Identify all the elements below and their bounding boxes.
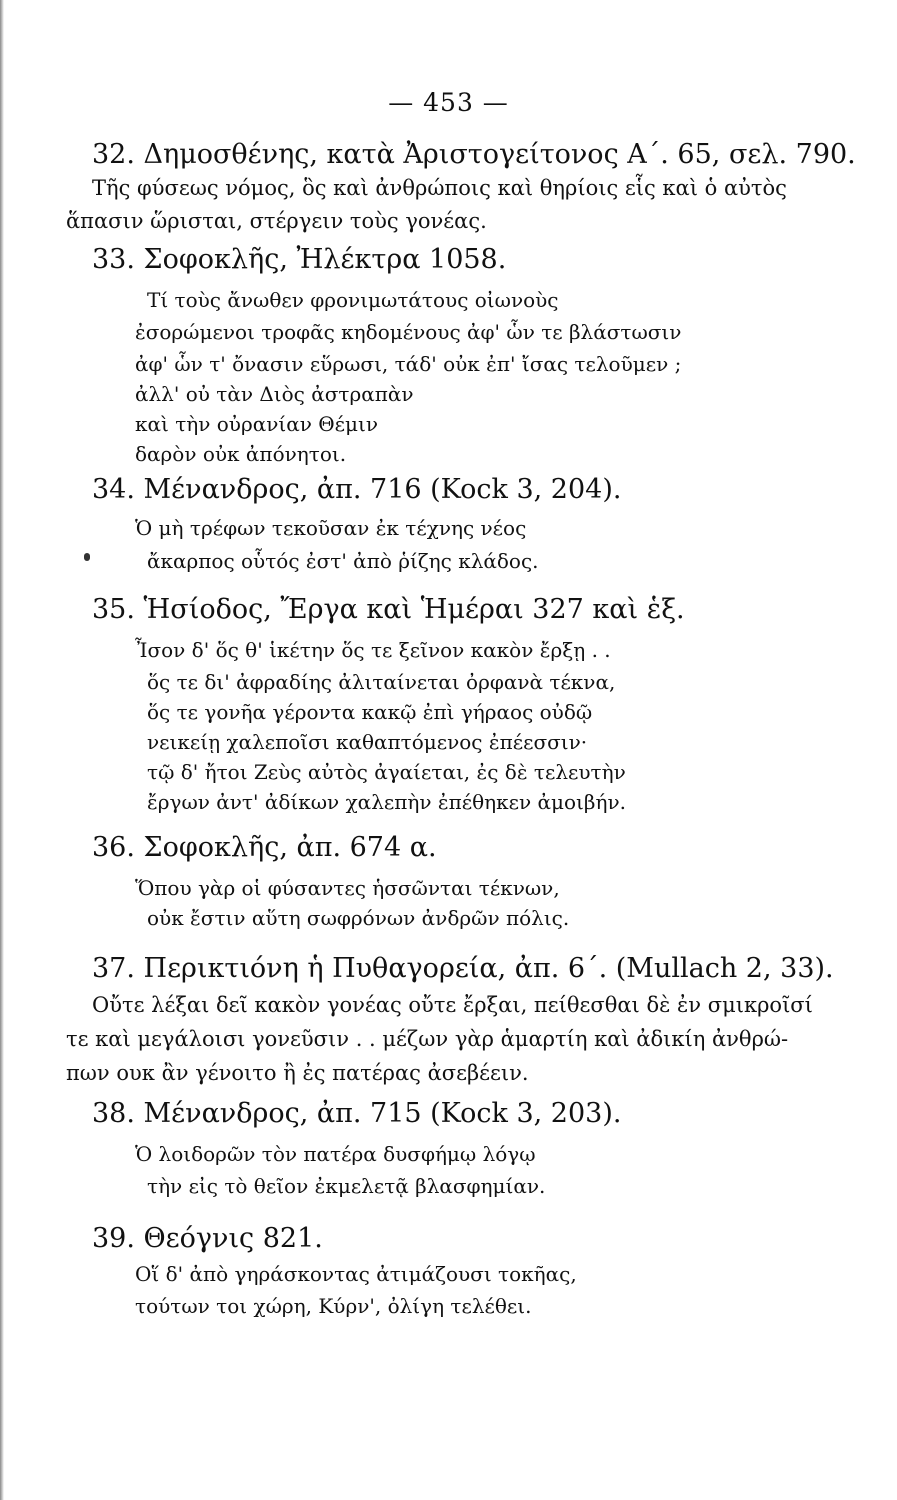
- entry-39-verse-2: τούτων τοι χώρη, Κύρν', ὀλίγη τελέθει.: [135, 1294, 532, 1318]
- entry-35-verse-5: τῷ δ' ἤτοι Ζεὺς αὐτὸς ἀγαίεται, ἐς δὲ τελευτὴν: [147, 760, 626, 784]
- entry-37-line-2: τε καὶ μεγάλοισι γονεῦσιν . . μέζων γὰρ ἁμαρτίη καὶ ἀδικίη ἀνθρώ-: [66, 1027, 789, 1051]
- entry-35-verse-2: ὅς τε δι' ἀφραδίης ἀλιταίνεται ὀρφανὰ τέκνα,: [147, 670, 616, 694]
- entry-32-line-1: Τῆς φύσεως νόμος, ὃς καὶ ἀνθρώποις καὶ θηρίοις εἷς καὶ ὁ αὐτὸς: [92, 176, 787, 200]
- entry-33-verse-6: δαρὸν οὐκ ἀπόνητοι.: [135, 442, 347, 466]
- entry-39-heading: 39. Θεόγνις 821.: [92, 1223, 323, 1254]
- entry-39-verse-1: Οἵ δ' ἀπὸ γηράσκοντας ἀτιμάζουσι τοκῆας,: [135, 1262, 577, 1286]
- entry-35-heading: 35. Ἡσίοδος, Ἔργα καὶ Ἡμέραι 327 καὶ ἑξ.: [92, 594, 685, 625]
- entry-37-line-3: πων ουκ ἂν γένοιτο ἢ ἐς πατέρας ἀσεβέειν.: [66, 1061, 529, 1085]
- entry-34-verse-1: Ὁ μὴ τρέφων τεκοῦσαν ἐκ τέχνης νέος: [135, 516, 527, 540]
- entry-32-line-2: ἅπασιν ὥρισται, στέργειν τοὺς γονέας.: [66, 209, 487, 233]
- entry-33-verse-3: ἀφ' ὧν τ' ὄνασιν εὕρωσι, τάδ' οὐκ ἐπ' ἴσας τελοῦμεν ;: [135, 352, 682, 376]
- page-number: — 453 —: [388, 88, 509, 117]
- entry-33-heading: 33. Σοφοκλῆς, Ἠλέκτρα 1058.: [92, 244, 507, 275]
- entry-38-verse-1: Ὁ λοιδορῶν τὸν πατέρα δυσφήμῳ λόγῳ: [135, 1142, 536, 1166]
- entry-33-verse-1: Τί τοὺς ἄνωθεν φρονιμωτάτους οἰωνοὺς: [147, 288, 559, 312]
- entry-35-verse-1: Ἶσον δ' ὅς θ' ἱκέτην ὅς τε ξεῖνον κακὸν ἔρξῃ . .: [135, 638, 611, 662]
- page-edge-shadow: [0, 0, 4, 1500]
- entry-34-heading: 34. Μένανδρος, ἀπ. 716 (Kock 3, 204).: [92, 474, 622, 505]
- entry-38-verse-2: τὴν εἰς τὸ θεῖον ἐκμελετᾷ βλασφημίαν.: [147, 1174, 546, 1198]
- entry-33-verse-4: ἀλλ' οὐ τὰν Διὸς ἀστραπὰν: [135, 382, 414, 406]
- entry-36-heading: 36. Σοφοκλῆς, ἀπ. 674 α.: [92, 832, 437, 863]
- entry-36-verse-1: Ὅπου γὰρ οἱ φύσαντες ἡσσῶνται τέκνων,: [135, 876, 560, 900]
- entry-32-heading: 32. Δημοσθένης, κατὰ Ἀριστογείτονος Α΄. 65, σελ. 790.: [92, 139, 856, 170]
- entry-36-verse-2: οὐκ ἔστιν αὕτη σωφρόνων ἀνδρῶν πόλις.: [147, 906, 570, 930]
- entry-35-verse-6: ἔργων ἀντ' ἀδίκων χαλεπὴν ἐπέθηκεν ἀμοιβήν.: [147, 790, 626, 814]
- entry-35-verse-4: νεικείῃ χαλεποῖσι καθαπτόμενος ἐπέεσσιν·: [147, 730, 588, 754]
- entry-35-verse-3: ὅς τε γονῆα γέροντα κακῷ ἐπὶ γήραος οὐδῷ: [147, 700, 593, 724]
- ink-speck: [84, 553, 90, 561]
- entry-37-heading: 37. Περικτιόνη ἡ Πυθαγορεία, ἀπ. 6΄. (Mullach 2, 33).: [92, 953, 834, 984]
- entry-33-verse-2: ἐσορώμενοι τροφᾶς κηδομένους ἀφ' ὧν τε βλάστωσιν: [135, 320, 682, 344]
- entry-33-verse-5: καὶ τὴν οὐρανίαν Θέμιν: [135, 412, 379, 436]
- entry-37-line-1: Οὔτε λέξαι δεῖ κακὸν γονέας οὔτε ἔρξαι, πείθεσθαι δὲ ἐν σμικροῖσί: [92, 993, 813, 1017]
- entry-38-heading: 38. Μένανδρος, ἀπ. 715 (Kock 3, 203).: [92, 1098, 622, 1129]
- entry-34-verse-2: ἄκαρπος οὗτός ἐστ' ἀπὸ ῥίζης κλάδος.: [147, 549, 539, 573]
